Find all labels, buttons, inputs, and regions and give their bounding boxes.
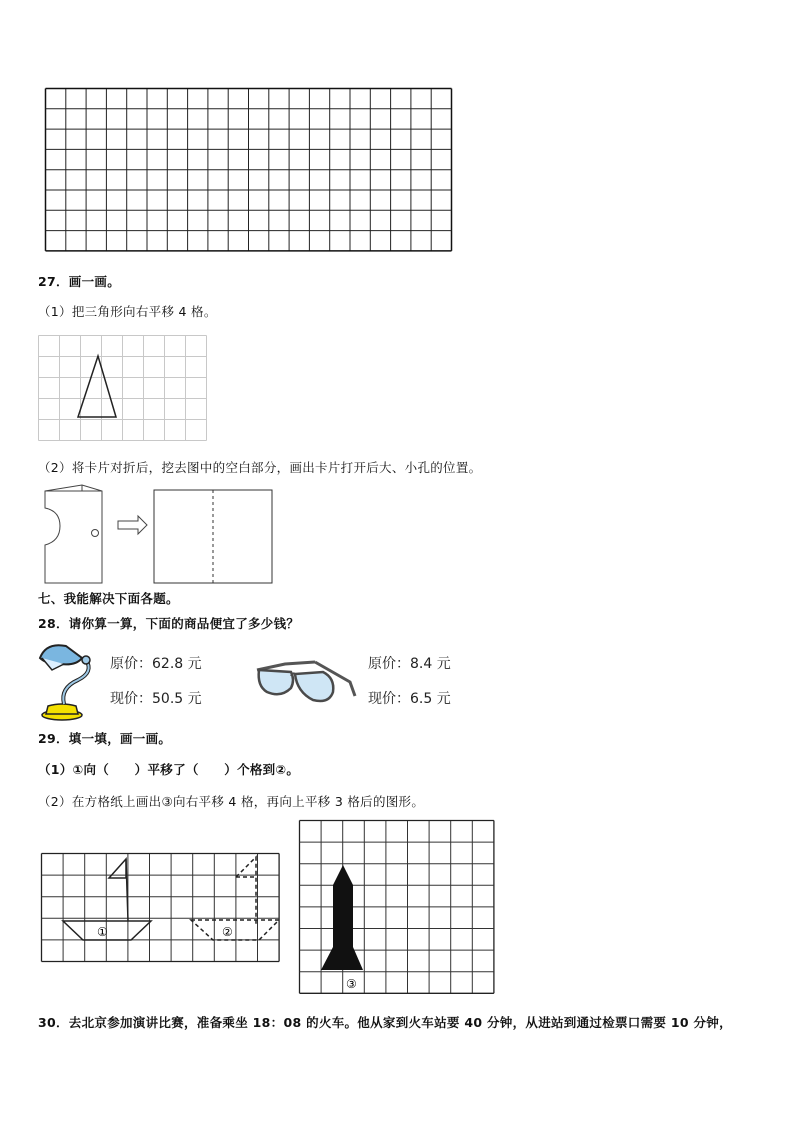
q29-sub1: （1）①向（ ）平移了（ ）个格到②。 [38,762,300,777]
q29-sub2: （2）在方格纸上画出③向右平移 4 格，再向上平移 3 格后的图形。 [38,794,425,809]
small-hole-icon [92,530,99,537]
label-3: ③ [346,977,357,991]
label-1: ① [97,925,108,939]
grid-lines [46,89,452,251]
glasses-original-price: 原价：8.4 元 [368,656,451,672]
glasses-icon [255,652,360,707]
q27-sub1: （1）把三角形向右平移 4 格。 [38,304,217,319]
rocket-shape [321,865,363,970]
glasses-current-price: 现价：6.5 元 [368,691,451,707]
triangle-shape [78,356,116,417]
desk-lamp-icon [38,640,98,722]
lamp-original-price: 原价：62.8 元 [110,656,202,672]
boat-grid [41,853,281,963]
q28-title: 28．请你算一算，下面的商品便宜了多少钱？ [38,616,300,631]
folded-card [45,485,102,583]
triangle-grid [38,335,208,441]
q30-text: 30．去北京参加演讲比赛，准备乘坐 18：08 的火车。他从家到火车站要 40 分钟，从进站到通过检票口需要 10 分钟， [38,1015,732,1030]
grid-lines [39,336,207,441]
section7-title: 七、我能解决下面各题。 [38,591,179,606]
hull-2 [191,920,279,940]
rocket-grid [299,820,495,994]
top-grid [45,88,453,253]
label-2: ② [222,925,233,939]
arrow-icon [118,516,147,534]
q29-title: 29．填一填，画一画。 [38,731,172,746]
folded-card-figure [42,483,282,589]
lamp-current-price: 现价：50.5 元 [110,691,202,707]
q27-title: 27．画一画。 [38,274,120,289]
q27-sub2: （2）将卡片对折后，挖去图中的空白部分，画出卡片打开后大、小孔的位置。 [38,460,482,475]
